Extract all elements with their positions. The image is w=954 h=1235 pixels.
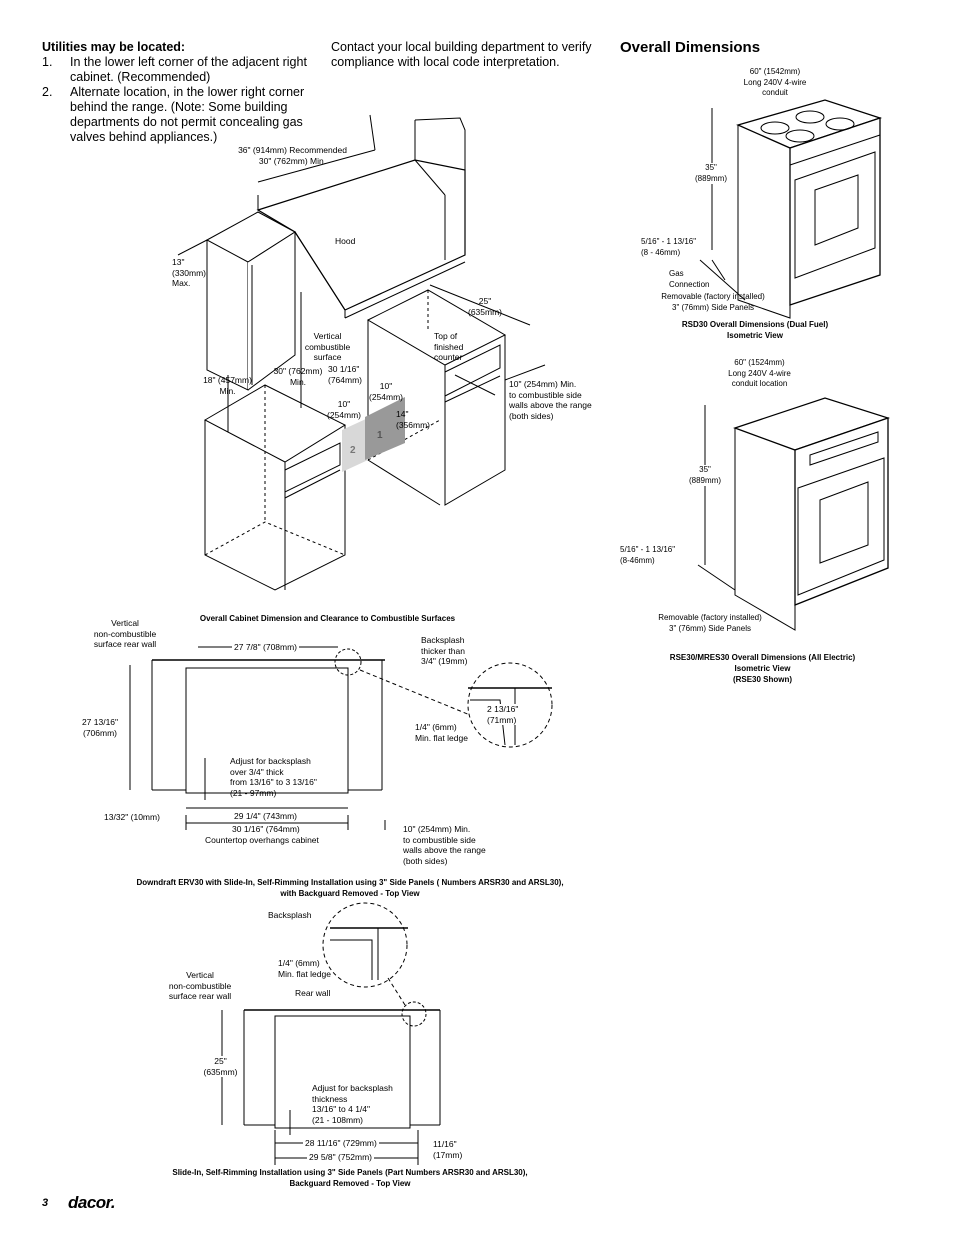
hood-label: Hood xyxy=(335,236,356,246)
rse30-height-label: 35" (889mm) xyxy=(684,465,726,486)
depth-25-label: 25" (635mm) xyxy=(467,296,502,317)
downdraft-1332-label: 13/32" (10mm) xyxy=(104,812,160,822)
slidein-width-29-label: 29 5/8" (752mm) xyxy=(309,1152,373,1162)
rsd30-conduit-label: 60" (1542mm) Long 240V 4-wire conduit xyxy=(743,67,807,97)
rsd30-gas-label: Gas Connection xyxy=(669,269,710,289)
utilities-item-1: 1. In the lower left corner of the adjacent right cabinet. (Recommended) xyxy=(42,55,307,84)
rsd30-range-drawing xyxy=(700,100,880,318)
hood-width-label: 36" (914mm) Recommended 30" (762mm) Min. xyxy=(238,145,347,166)
downdraft-width-29-label: 29 1/4" (743mm) xyxy=(234,811,298,821)
dim-10a-label: 10" (254mm) xyxy=(368,381,403,402)
downdraft-backsplash-label: Backsplash thicker than 3/4" (19mm) xyxy=(421,635,468,666)
slidein-ledge-label: 1/4" (6mm) Min. flat ledge xyxy=(278,958,331,979)
downdraft-depth-27-label: 27 13/16" (706mm) xyxy=(81,717,119,738)
side-clearance-label: 10" (254mm) Min. to combustible side walls above the range (both sides) xyxy=(509,379,592,421)
rse30-panels-label: Removable (factory installed) 3" (76mm) Side Panels xyxy=(658,613,762,633)
height-14-label: 14" (356mm) xyxy=(396,409,431,430)
slidein-depth-25-label: 25" (635mm) xyxy=(198,1056,243,1077)
width-30-116-label: 30 1/16" (764mm) xyxy=(328,364,363,385)
rse30-conduit-label: 60" (1524mm) Long 240V 4-wire conduit location xyxy=(728,358,791,388)
downdraft-adjust-label: Adjust for backsplash over 3/4" thick from 13/16" to 3 13/16" (21 - 97mm) xyxy=(230,756,317,798)
rsd30-caption: RSD30 Overall Dimensions (Dual Fuel) Isometric View xyxy=(681,320,829,340)
vertical-combustible-label: Vertical combustible surface xyxy=(304,331,351,362)
downdraft-top-view-drawing xyxy=(130,647,552,830)
rsd30-height-label: 35" (889mm) xyxy=(690,163,732,184)
dim-10b-label: 10" (254mm) xyxy=(326,399,361,420)
downdraft-caption: Downdraft ERV30 with Slide-In, Self-Rimming Installation using 3" Side Panels ( Numbers ARSR30 and ARSL30), with Backguard Removed - Top View xyxy=(136,878,564,898)
slidein-vertical-wall-label: Vertical non-combustible surface rear wall xyxy=(168,970,232,1001)
utilities-item-2: 2. Alternate location, in the lower right corner behind the range. (Note: Some building departments do not permit concealing gas valves behind appliances.) xyxy=(42,85,305,144)
cabinet-isometric-drawing xyxy=(178,115,545,590)
slidein-rear-wall-label: Rear wall xyxy=(295,988,331,998)
rsd30-panels-label: Removable (factory installed) 3" (76mm) Side Panels xyxy=(661,292,765,312)
zone-2-label: 2 xyxy=(350,445,356,456)
overall-dimensions-title: Overall Dimensions xyxy=(620,39,761,56)
top-counter-label: Top of finished counter xyxy=(434,331,464,362)
rse30-adjust-label: 5/16" - 1 13/16" (8-46mm) xyxy=(620,545,676,565)
slidein-caption: Slide-In, Self-Rimming Installation using 3" Side Panels (Part Numbers ARSR30 and ARSL30), Backguard Removed - Top View xyxy=(172,1168,528,1188)
downdraft-dim-213-label: 2 13/16" (71mm) xyxy=(487,704,519,725)
depth-13-label: 13" (330mm) Max. xyxy=(172,257,207,288)
zone-1-label: 1 xyxy=(377,430,383,441)
dacor-logo: dacor. xyxy=(68,1193,116,1212)
contact-text: Contact your local building department to verify compliance with local code interpretation. xyxy=(331,40,592,69)
slidein-backsplash-label: Backsplash xyxy=(268,910,312,920)
downdraft-overhang-label: Countertop overhangs cabinet xyxy=(205,835,319,845)
rse30-range-drawing xyxy=(698,398,888,630)
page-number: 3 xyxy=(42,1197,49,1209)
downdraft-width-27-label: 27 7/8" (708mm) xyxy=(234,642,298,652)
downdraft-vertical-wall-label: Vertical non-combustible surface rear wall xyxy=(93,618,157,649)
utilities-heading: Utilities may be located: xyxy=(42,40,186,54)
slidein-adjust-label: Adjust for backsplash thickness 13/16" to 4 1/4" (21 - 108mm) xyxy=(312,1083,393,1125)
downdraft-ledge-label: 1/4" (6mm) Min. flat ledge xyxy=(415,722,468,743)
height-30-label: 30" (762mm) Min. xyxy=(273,366,323,387)
rse30-caption: RSE30/MRES30 Overall Dimensions (All Electric) Isometric View (RSE30 Shown) xyxy=(669,653,856,684)
slidein-width-28-label: 28 11/16" (729mm) xyxy=(305,1138,377,1148)
slidein-top-view-drawing xyxy=(222,903,440,1165)
height-18-label: 18" (457mm) Min. xyxy=(203,375,252,396)
slidein-dim-11-label: 11/16" (17mm) xyxy=(433,1139,463,1160)
cabinet-caption: Overall Cabinet Dimension and Clearance to Combustible Surfaces xyxy=(199,614,456,623)
rsd30-adjust-label: 5/16" - 1 13/16" (8 - 46mm) xyxy=(641,237,697,257)
downdraft-width-30-label: 30 1/16" (764mm) xyxy=(232,824,300,834)
downdraft-side-clearance-label: 10" (254mm) Min. to combustible side walls above the range (both sides) xyxy=(403,824,486,866)
